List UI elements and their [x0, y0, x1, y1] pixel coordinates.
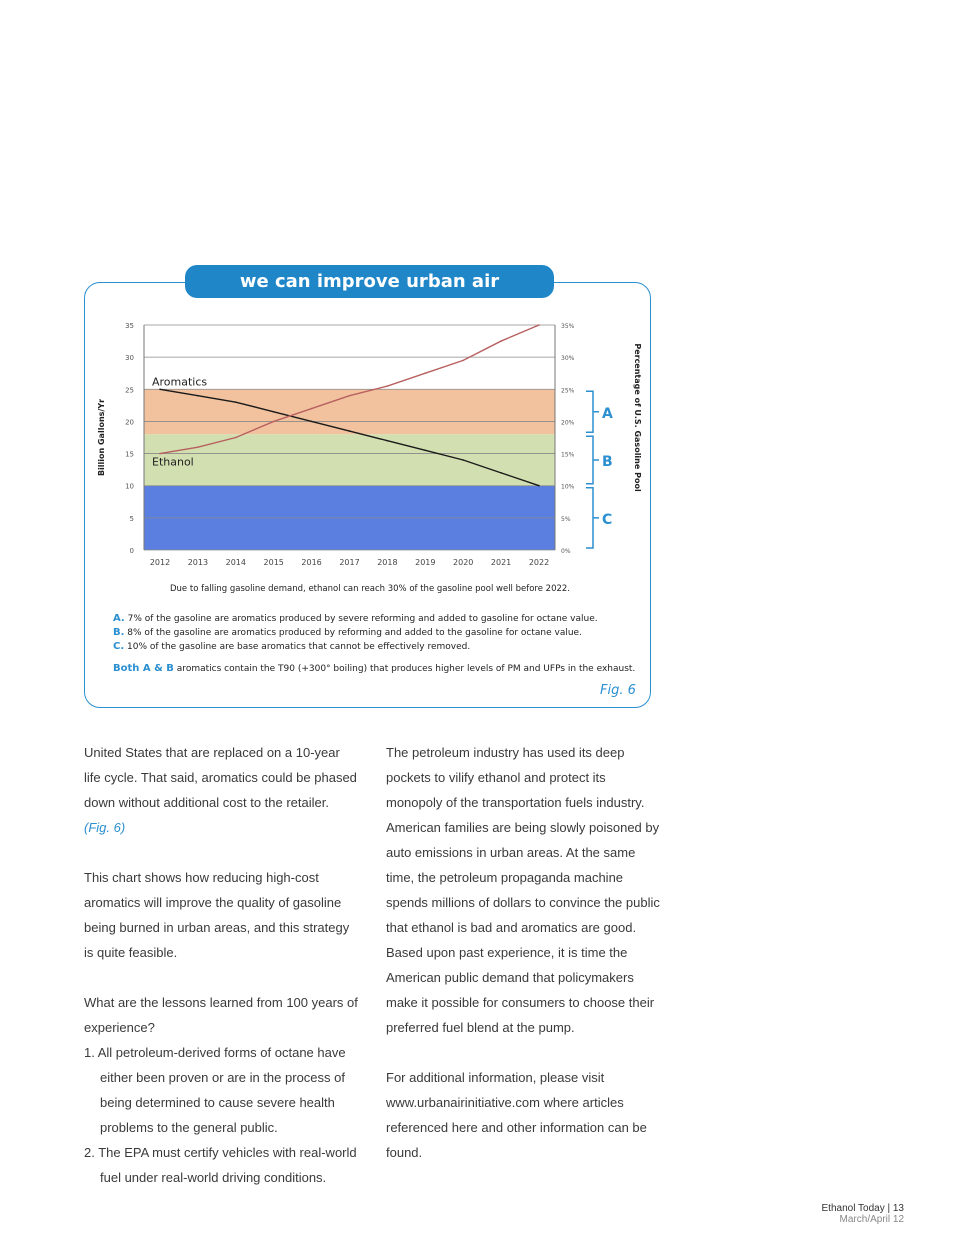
data-point-aromatics [197, 395, 199, 397]
data-point-ethanol [273, 421, 275, 423]
x-tick-label: 2019 [415, 558, 436, 567]
data-point-aromatics [538, 485, 540, 487]
data-point-aromatics [235, 401, 237, 403]
y-right-tick-label: 25% [561, 387, 575, 395]
data-point-aromatics [425, 450, 427, 452]
data-point-aromatics [349, 430, 351, 432]
y-right-tick-label: 20% [561, 419, 575, 427]
y-tick-label: 20 [125, 418, 134, 427]
paragraph: United States that are replaced on a 10-year life cycle. That said, aromatics could be phased down without additional cost to the retailer. (Fig. 6) [84, 745, 357, 835]
bracket [586, 436, 599, 483]
x-tick-label: 2022 [528, 558, 550, 567]
data-point-ethanol [197, 446, 199, 448]
x-tick-label: 2018 [377, 558, 398, 567]
figure-label: Fig. 6 [600, 683, 636, 698]
y-right-tick-label: 30% [561, 355, 575, 363]
list-item: 2. The EPA must certify vehicles with real-world fuel under real-world driving conditions. [84, 1145, 357, 1185]
data-point-aromatics [500, 472, 502, 474]
bracket-label: B [602, 454, 613, 470]
bracket-label: C [602, 511, 613, 528]
data-point-aromatics [462, 459, 464, 461]
paragraph: This chart shows how reducing high-cost aromatics will improve the quality of gasoline being burned in urban areas, and this strategy is quite feasible. [84, 870, 350, 960]
y-right-tick-label: 5% [561, 515, 571, 523]
page-footer [822, 1203, 904, 1225]
x-tick-label: 2021 [490, 558, 512, 567]
paragraph: For additional information, please visit www.urbanairinitiative.com where articles referenced here and other information can be found. [386, 1070, 647, 1160]
y-axis-right-title: Percentage of U.S. Gasoline Pool [633, 343, 642, 492]
data-point-ethanol [500, 340, 502, 342]
body-column-right [386, 740, 661, 1165]
figure-reference: (Fig. 6) [84, 820, 126, 835]
data-point-ethanol [311, 408, 313, 410]
y-tick-label: 35 [125, 322, 134, 330]
issue-date: March/April 12 [839, 1214, 904, 1225]
chart-notes [113, 612, 643, 676]
list-item: 1. All petroleum-derived forms of octane have either been proven or are in the process of being determined to cause severe health problems to the general public. [84, 1045, 346, 1135]
x-tick-label: 2013 [187, 558, 209, 567]
data-point-aromatics [387, 440, 389, 442]
note-a: A. 7% of the gasoline are aromatics produced by severe reforming and added to gasoline for octane value. [113, 613, 598, 624]
note-b: B. 8% of the gasoline are aromatics produced by reforming and added to the gasoline for octane value. [113, 627, 582, 638]
paragraph: The petroleum industry has used its deep pockets to vilify ethanol and protect its monopoly of the transportation fuels industry. American families are being slowly poisoned by auto emissions in urban areas. At the same time, the petroleum propaganda machine spends millions of dollars to convince the public that ethanol is bad and aromatics are good. Based upon past experience, it is time the American public demand that policymakers make it possible for consumers to choose their preferred fuel blend at the pump. [386, 745, 660, 1035]
y-right-tick-label: 35% [561, 323, 575, 330]
x-tick-label: 2016 [301, 558, 322, 567]
chart-caption: Due to falling gasoline demand, ethanol can reach 30% of the gasoline pool well before 2022. [170, 584, 571, 594]
y-right-tick-label: 10% [561, 483, 575, 491]
bracket [586, 488, 599, 548]
data-point-ethanol [235, 437, 237, 439]
note-c: C. 10% of the gasoline are base aromatics that cannot be effectively removed. [113, 641, 471, 652]
x-tick-label: 2015 [263, 558, 284, 567]
x-tick-label: 2017 [339, 558, 360, 567]
x-tick-label: 2014 [225, 558, 246, 567]
body-column-left [84, 740, 359, 1190]
bracket [586, 391, 599, 432]
magazine-page: Ethanol Today | 13 [821, 1203, 904, 1214]
x-tick-label: 2020 [453, 558, 474, 567]
note-both: Both A & B aromatics contain the T90 (+300° boiling) that produces higher levels of PM and UFPs in the exhaust. [113, 663, 636, 674]
y-axis-title: Billion Gallons/Yr [97, 398, 106, 477]
data-point-ethanol [159, 453, 161, 455]
data-point-ethanol [538, 324, 540, 326]
y-right-tick-label: 15% [561, 451, 575, 459]
y-right-tick-label: 0% [561, 548, 571, 555]
bracket-label: A [602, 405, 613, 422]
band-b [144, 434, 555, 485]
data-point-ethanol [425, 372, 427, 374]
x-tick-label: 2012 [149, 558, 171, 567]
emissions-chart [90, 310, 650, 580]
data-point-aromatics [159, 388, 161, 390]
data-point-ethanol [387, 385, 389, 387]
data-point-aromatics [311, 421, 313, 423]
figure-title: we can improve urban air [185, 265, 554, 298]
series-label-ethanol: Ethanol [152, 455, 194, 469]
data-point-ethanol [349, 395, 351, 397]
y-tick-label: 10 [125, 482, 134, 491]
y-tick-label: 5 [129, 514, 134, 523]
y-tick-label: 25 [125, 386, 134, 395]
data-point-ethanol [462, 360, 464, 362]
data-point-aromatics [273, 411, 275, 413]
y-tick-label: 30 [125, 354, 134, 363]
y-tick-label: 15 [125, 450, 134, 459]
series-label-aromatics: Aromatics [152, 375, 208, 389]
paragraph: What are the lessons learned from 100 years of experience? [84, 995, 358, 1035]
y-tick-label: 0 [129, 547, 134, 555]
